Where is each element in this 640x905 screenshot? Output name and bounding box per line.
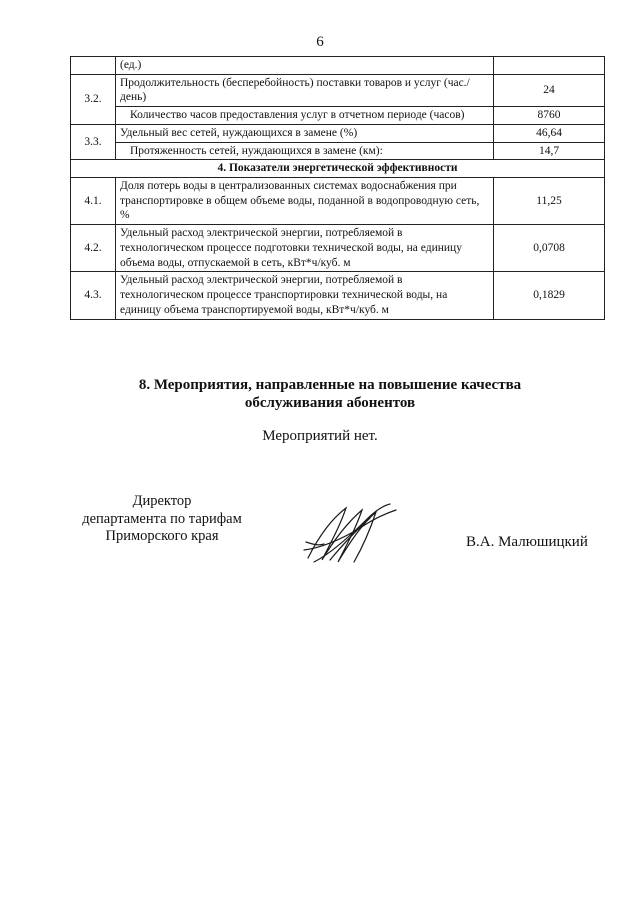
table-cell-number: 4.1. [71, 178, 116, 225]
table-cell-number: 3.3. [71, 124, 116, 159]
table-cell-value: 0,1829 [494, 272, 605, 319]
page-number: 6 [316, 34, 324, 50]
table-cell-value: 0,0708 [494, 225, 605, 272]
table-row [71, 178, 605, 225]
table-cell-number [71, 57, 116, 75]
section-8-body: Мероприятий нет. [262, 428, 378, 444]
signer-title-line-1: Директор [132, 493, 192, 509]
table-section-heading: 4. Показатели энергетической эффективности [71, 160, 605, 178]
table-row [71, 74, 605, 106]
table-cell-value [494, 57, 605, 75]
table-cell-number: 4.2. [71, 225, 116, 272]
signer-name: В.А. Малюшицкий [466, 534, 588, 550]
table-cell-number: 3.2. [71, 74, 116, 124]
table-row [71, 142, 605, 160]
table-row [71, 160, 605, 178]
section-8-title [120, 376, 540, 413]
table-cell-value: 24 [494, 74, 605, 106]
table-cell-description: (ед.) [116, 57, 494, 75]
table-cell-description: Протяженность сетей, нуждающихся в замене (км): [116, 142, 494, 160]
table-row [71, 272, 605, 319]
table-row [71, 225, 605, 272]
table-row [71, 124, 605, 142]
signer-title [52, 493, 272, 546]
section-8-title-line-1: 8. Мероприятия, направленные на повышение качества [138, 377, 522, 393]
handwritten-signature-icon [300, 498, 410, 573]
signer-title-line-3: Приморского края [105, 528, 219, 545]
table-cell-value: 14,7 [494, 142, 605, 160]
table-cell-description: Продолжительность (бесперебойность) поставки товаров и услуг (час./день) [116, 74, 494, 106]
table-row [71, 57, 605, 75]
section-8-title-line-2: обслуживания абонентов [244, 395, 416, 412]
table-cell-number: 4.3. [71, 272, 116, 319]
table-cell-value: 8760 [494, 107, 605, 125]
table-cell-value: 11,25 [494, 178, 605, 225]
signer-title-line-2: департамента по тарифам [82, 510, 242, 527]
table-cell-description: Удельный расход электрической энергии, потребляемой в технологическом процессе подготовки технической воды, на единицу объема воды, отпускаемой в сеть, кВт*ч/куб. м [116, 225, 494, 272]
table-cell-description: Удельный вес сетей, нуждающихся в замене (%) [116, 124, 494, 142]
table-cell-value: 46,64 [494, 124, 605, 142]
indicators-table [70, 56, 605, 320]
table-cell-description: Количество часов предоставления услуг в отчетном периоде (часов) [116, 107, 494, 125]
table-cell-description: Доля потерь воды в централизованных системах водоснабжения при транспортировке в общем объеме воды, поданной в водопроводную сеть, % [116, 178, 494, 225]
table-cell-description: Удельный расход электрической энергии, потребляемой в технологическом процессе транспортировки технической воды, на единицу объема транспортируемой воды, кВт*ч/куб. м [116, 272, 494, 319]
table-row [71, 107, 605, 125]
